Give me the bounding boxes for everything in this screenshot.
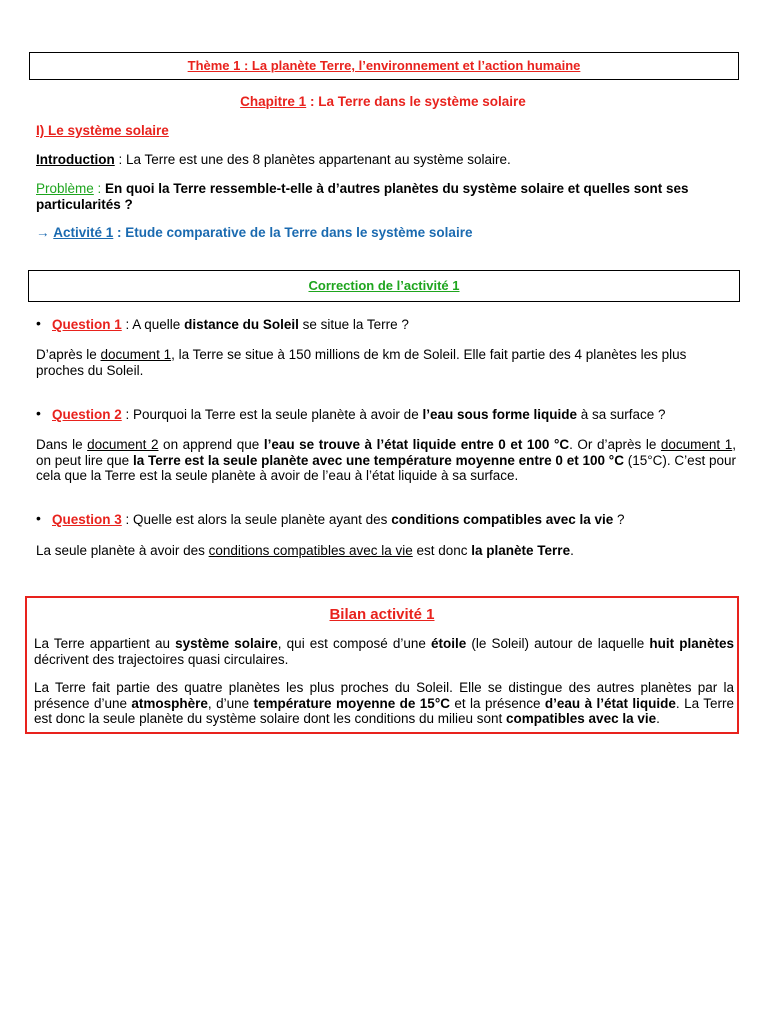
correction-header: Correction de l’activité 1 bbox=[28, 270, 740, 302]
summary-box bbox=[25, 596, 739, 734]
summary-paragraph-2: La Terre fait partie des quatre planètes les plus proches du Soleil. Elle se distingue des autres planètes par la présence d’une atmosphère, d’une température moyenne de 15°C et la présence d’eau à l’état liquide. La Terre est donc la seule planète du système solaire dont les conditions du milieu sont compatibles avec la vie. bbox=[34, 680, 734, 726]
problem-statement: Problème : En quoi la Terre ressemble-t-elle à d’autres planètes du système solaire et quelles sont ses particularités ? bbox=[36, 181, 689, 212]
activity-link: → Activité 1 : Etude comparative de la Terre dans le système solaire bbox=[36, 225, 473, 240]
question-1: Question 1 : A quelle distance du Soleil se situe la Terre ? bbox=[52, 317, 409, 332]
theme-header: Thème 1 : La planète Terre, l’environnement et l’action humaine bbox=[29, 52, 739, 80]
answer-3: La seule planète à avoir des conditions compatibles avec la vie est donc la planète Terre. bbox=[36, 543, 574, 558]
question-2: Question 2 : Pourquoi la Terre est la seule planète à avoir de l’eau sous forme liquide à sa surface ? bbox=[52, 407, 666, 422]
bullet-q3: • bbox=[36, 510, 41, 526]
chapter-title: Chapitre 1 : La Terre dans le système solaire bbox=[240, 94, 526, 109]
introduction: Introduction : La Terre est une des 8 planètes appartenant au système solaire. bbox=[36, 152, 511, 167]
summary-paragraph-1: La Terre appartient au système solaire, qui est composé d’une étoile (le Soleil) autour de laquelle huit planètes décrivent des trajectoires quasi circulaires. bbox=[34, 636, 735, 667]
bullet-q1: • bbox=[36, 315, 41, 331]
section-title: I) Le système solaire bbox=[36, 123, 169, 138]
summary-title: Bilan activité 1 bbox=[329, 606, 435, 623]
bullet-q2: • bbox=[36, 405, 41, 421]
answer-2: Dans le document 2 on apprend que l’eau se trouve à l’état liquide entre 0 et 100 °C. Or d’après le document 1, on peut lire que la Terre est la seule planète avec une température moyenne entre 0 et 100 °C (15°C). C’est pour cela que la Terre est la seule planète à avoir de l’eau à l’état liquide à sa surface. bbox=[36, 437, 737, 483]
answer-1: D’après le document 1, la Terre se situe à 150 millions de km de Soleil. Elle fait partie des 4 planètes les plus proches du Soleil. bbox=[36, 347, 687, 378]
question-3: Question 3 : Quelle est alors la seule planète ayant des conditions compatibles avec la vie ? bbox=[52, 512, 625, 527]
